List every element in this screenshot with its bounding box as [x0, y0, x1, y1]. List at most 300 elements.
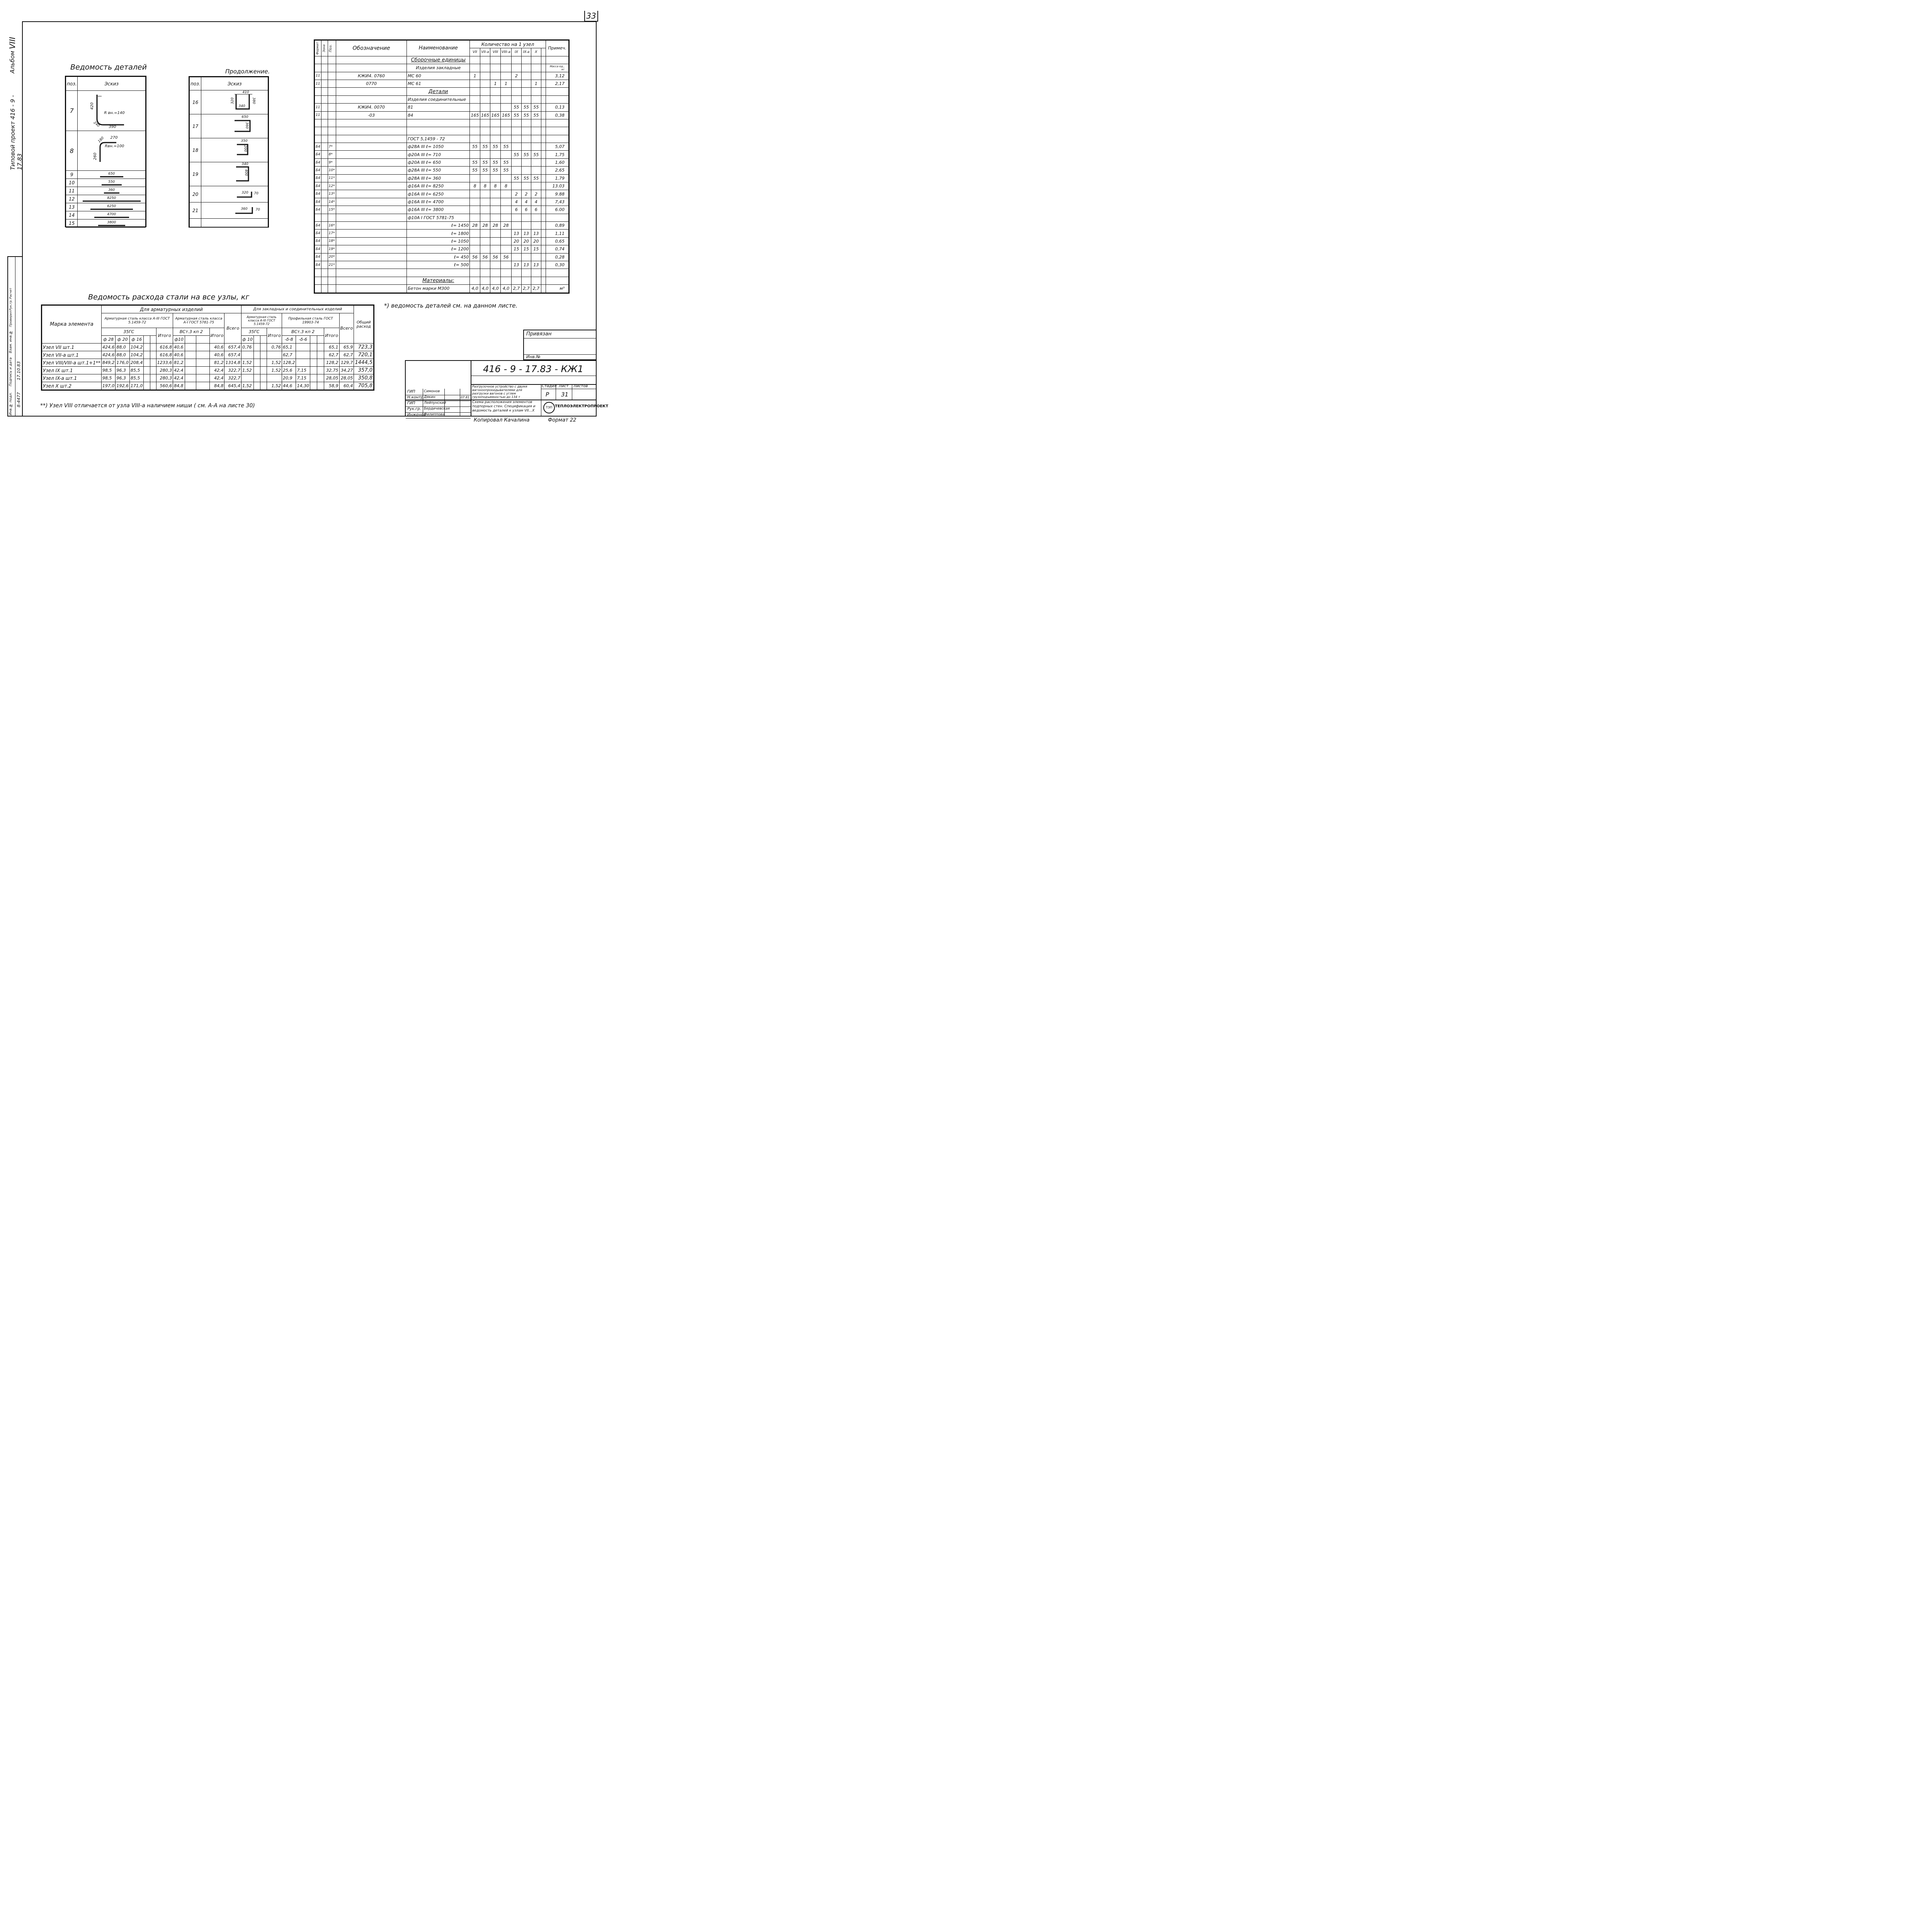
empty-cell	[541, 214, 546, 221]
empty-cell	[541, 174, 546, 182]
spec-row	[315, 261, 569, 269]
detail-pos: 7	[66, 91, 78, 131]
stamp-person-name: Филиппова	[424, 413, 445, 417]
org-logo-icon: ТЭП	[543, 402, 555, 413]
steel-value-cell	[185, 351, 196, 359]
steel-d10b: ф 10	[241, 336, 253, 344]
spec-designation-cell	[336, 143, 406, 151]
spec-qty-cell: 165	[470, 111, 480, 119]
stamp-person-name: Симонов	[424, 389, 440, 393]
stamp-role: Н.контр	[407, 395, 423, 400]
dim-label: 350	[241, 139, 248, 143]
steel-value-cell	[196, 374, 209, 382]
spec-row	[315, 104, 569, 111]
steel-value-cell	[196, 367, 209, 374]
spec-pos-cell	[328, 127, 336, 135]
spec-qty-cell	[521, 158, 531, 166]
dim-label: 360	[108, 188, 115, 192]
spec-qty-cell	[500, 72, 511, 80]
spec-qty-cell	[531, 64, 541, 72]
steel-value-cell: 20,9	[282, 374, 296, 382]
spec-node-header: IX	[512, 48, 521, 56]
steel-value-cell	[196, 359, 209, 367]
spec-qty-cell	[521, 221, 531, 229]
spec-qty-cell	[500, 127, 511, 135]
spec-qty-cell	[500, 230, 511, 237]
steel-row	[42, 359, 374, 367]
stamp-person-row	[406, 401, 471, 407]
copied-by: Копировал Качалина	[474, 417, 530, 423]
steel-value-cell	[150, 359, 156, 367]
spec-qty-cell: 165	[480, 111, 490, 119]
spec-qty-cell	[490, 151, 500, 158]
steel-value-cell	[253, 351, 260, 359]
spec-format-cell: Б4	[315, 237, 321, 245]
side-label: Рук.гр.	[9, 299, 12, 311]
spec-qty-cell	[531, 88, 541, 95]
detail-pos: 12	[66, 195, 78, 203]
desc-sheet: Схема расположения элементов подпорных стен. Спецификация и ведомость деталей к узлам VII...X	[472, 400, 536, 413]
spec-qty-cell	[470, 261, 480, 269]
steel-value-cell: 81,2	[209, 359, 224, 367]
steel-value-cell: 0,76	[241, 344, 253, 351]
spec-format-cell: Б4	[315, 174, 321, 182]
steel-value-cell: 62,7	[339, 351, 354, 359]
steel-value-cell: 1,52	[241, 359, 253, 367]
spec-qty-cell: 8	[490, 182, 500, 190]
dim-label: 550	[108, 180, 115, 184]
steel-value-cell	[260, 374, 267, 382]
spec-qty-cell: 1	[490, 80, 500, 87]
steel-value-cell: 176,0	[116, 359, 130, 367]
spec-note-cell: 0,13	[546, 104, 568, 111]
spec-qty-cell	[470, 135, 480, 143]
empty-cell	[541, 198, 546, 206]
spec-zone-cell	[321, 80, 328, 87]
dim-label: 410	[242, 90, 249, 94]
steel-value-cell: 723,3	[354, 344, 374, 351]
spec-qty-cell	[512, 158, 521, 166]
steel-d10a: ф10	[173, 336, 185, 344]
steel-value-cell: 104,2	[129, 344, 144, 351]
detail-sketch	[78, 131, 146, 171]
spec-qty-cell: 56	[470, 253, 480, 261]
spec-note-cell	[546, 119, 568, 127]
spec-pos-cell	[328, 269, 336, 277]
stamp-person-name: Лейпунский	[424, 401, 446, 405]
steel-value-cell	[196, 382, 209, 390]
spec-note: *) ведомость деталей см. на данном листе.	[384, 302, 518, 309]
dim-label: 360	[245, 122, 249, 129]
spec-zone-cell	[321, 64, 328, 72]
spec-table	[314, 39, 570, 294]
steel-value-cell	[310, 351, 317, 359]
spec-row	[315, 158, 569, 166]
steel-value-cell	[196, 351, 209, 359]
spec-qty-cell: 4,0	[500, 285, 511, 293]
spec-qty-cell	[480, 80, 490, 87]
spec-qty-cell	[500, 88, 511, 95]
steel-value-cell	[317, 344, 324, 351]
spec-zone-cell	[321, 119, 328, 127]
bar-line	[100, 176, 123, 177]
steel-value-cell: 42,4	[173, 367, 185, 374]
empty-cell	[541, 285, 546, 293]
dim-label: 4700	[107, 212, 116, 216]
spec-zone-cell	[321, 167, 328, 174]
spec-format-cell	[315, 95, 321, 103]
spec-qty-cell: 2,7	[512, 285, 521, 293]
empty-cell	[541, 48, 546, 56]
spec-row	[315, 64, 569, 72]
spec-qty-cell	[480, 277, 490, 284]
spec-name-cell: МС 61	[407, 80, 470, 87]
spec-designation-cell	[336, 95, 406, 103]
spec-note-cell: Масса ед., кг	[546, 64, 568, 72]
steel-itogo3: Итого	[267, 328, 282, 344]
spec-qty-cell: 28	[490, 221, 500, 229]
spec-row	[315, 111, 569, 119]
spec-zone-cell	[321, 95, 328, 103]
steel-value-cell: 192,6	[116, 382, 130, 390]
detail-pos: 21	[190, 202, 201, 219]
spec-designation-cell	[336, 221, 406, 229]
spec-name-cell	[407, 127, 470, 135]
spec-name-cell: ℓ= 1800	[407, 230, 470, 237]
empty-cell	[541, 135, 546, 143]
spec-qty-cell	[521, 167, 531, 174]
spec-row	[315, 135, 569, 143]
spec-designation-cell	[336, 261, 406, 269]
spec-qty-cell	[470, 88, 480, 95]
spec-note-cell: 1,79	[546, 174, 568, 182]
spec-row	[315, 174, 569, 182]
steel-value-cell: 40,6	[209, 344, 224, 351]
spec-qty-cell	[531, 119, 541, 127]
spec-qty-cell	[512, 80, 521, 87]
steel-value-cell	[296, 359, 310, 367]
empty-cell	[190, 219, 201, 227]
spec-qty-cell	[470, 206, 480, 214]
spec-qty-cell: 56	[490, 253, 500, 261]
spec-pos-cell	[328, 72, 336, 80]
dim-label: 6250	[107, 204, 116, 208]
spec-qty-cell: 15	[521, 245, 531, 253]
spec-designation-cell	[336, 167, 406, 174]
spec-note-cell: 0,89	[546, 221, 568, 229]
spec-pos-cell	[328, 80, 336, 87]
empty-cell	[541, 119, 546, 127]
spec-qty-cell	[470, 64, 480, 72]
spec-designation-cell	[336, 277, 406, 284]
spec-name-cell: 81	[407, 104, 470, 111]
dim-label: 380	[252, 97, 256, 104]
spec-format-cell	[315, 64, 321, 72]
steel-value-cell: 1,52	[267, 382, 282, 390]
steel-itogo4: Итого	[324, 328, 339, 344]
spec-designation-cell	[336, 269, 406, 277]
steel-value-cell	[310, 374, 317, 382]
spec-name-cell: ф20А III ℓ= 710	[407, 151, 470, 158]
spec-pos-cell	[328, 88, 336, 95]
detail-sketch	[78, 211, 146, 219]
spec-designation-cell	[336, 127, 406, 135]
stamp-person-row	[406, 407, 471, 413]
steel-value-cell: 560,6	[156, 382, 173, 390]
stamp-people	[406, 389, 471, 418]
spec-qty-cell	[521, 135, 531, 143]
detail-pos: 10	[66, 179, 78, 187]
spec-zone-cell	[321, 214, 328, 221]
spec-note-cell: 1,11	[546, 230, 568, 237]
spec-name-cell: ℓ= 500	[407, 261, 470, 269]
spec-qty-cell: 4	[521, 198, 531, 206]
stamp-person-name: Дякин	[424, 395, 435, 399]
steel-value-cell	[317, 382, 324, 390]
spec-name-cell: Сборочные единицы	[407, 56, 470, 64]
spec-qty-cell	[470, 56, 480, 64]
spec-qty-cell: 8	[500, 182, 511, 190]
steel-value-cell	[185, 344, 196, 351]
spec-designation-cell	[336, 206, 406, 214]
spec-qty-cell	[521, 119, 531, 127]
spec-qty-cell	[512, 277, 521, 284]
spec-row	[315, 182, 569, 190]
empty-cell	[541, 221, 546, 229]
steel-value-cell	[317, 374, 324, 382]
album-number: VIII	[8, 37, 17, 49]
sketch-18	[201, 138, 268, 162]
spec-qty-cell: 55	[531, 174, 541, 182]
spec-qty-cell: 15	[531, 245, 541, 253]
steel-value-cell: 322,7	[224, 374, 242, 382]
spec-qty-cell: 8	[470, 182, 480, 190]
steel-value-cell: 208,4	[129, 359, 144, 367]
spec-qty-cell: 55	[512, 104, 521, 111]
details-pos-header: поз.	[190, 77, 201, 90]
detail-sketch	[78, 219, 146, 228]
steel-row-name: Узел IX шт.1	[42, 367, 102, 374]
steel-value-cell	[144, 367, 150, 374]
spec-qty-cell: 8	[480, 182, 490, 190]
spec-row	[315, 237, 569, 245]
spec-qty-cell	[480, 88, 490, 95]
spec-format-cell: Б4	[315, 198, 321, 206]
spec-pos-cell: 10*	[328, 167, 336, 174]
sketch-19	[201, 162, 268, 186]
empty-cell	[310, 336, 317, 344]
spec-name-cell: Детали	[407, 88, 470, 95]
spec-designation-cell	[336, 119, 406, 127]
detail-pos: 19	[190, 162, 201, 186]
spec-zone-cell	[321, 261, 328, 269]
spec-row	[315, 72, 569, 80]
spec-note-cell	[546, 95, 568, 103]
spec-qty-cell: 4,0	[480, 285, 490, 293]
spec-note-cell: 13.03	[546, 182, 568, 190]
empty-cell	[541, 230, 546, 237]
steel-value-cell: 65,1	[324, 344, 339, 351]
dim-label: 70	[255, 208, 260, 212]
steel-row	[42, 374, 374, 382]
spec-qty-cell: 55	[521, 104, 531, 111]
spec-note-cell	[546, 127, 568, 135]
spec-qty-cell	[500, 119, 511, 127]
spec-pos-cell: 9*	[328, 158, 336, 166]
spec-qty-cell	[480, 198, 490, 206]
spec-qty-cell: 2	[512, 190, 521, 198]
spec-note-cell: 0,65	[546, 237, 568, 245]
spec-note-cell: 7,43	[546, 198, 568, 206]
project-code: 416 - 9 - 17.83 - КЖ1	[483, 364, 583, 374]
steel-row-name: Узел IX-а шт.1	[42, 374, 102, 382]
spec-qty-cell	[531, 182, 541, 190]
spec-format-cell: Б4	[315, 253, 321, 261]
detail-pos: 11	[66, 187, 78, 195]
spec-designation-cell	[336, 285, 406, 293]
privyazan-label: Привязан	[526, 331, 552, 337]
stage-value: Р	[546, 391, 549, 398]
spec-note-cell	[546, 214, 568, 221]
spec-qty-cell	[521, 253, 531, 261]
spec-qty-cell: 55	[521, 151, 531, 158]
bar-line	[102, 184, 122, 185]
spec-note-cell	[546, 56, 568, 64]
spec-qty-cell: 55	[470, 143, 480, 151]
dim-label: 200	[243, 145, 247, 152]
spec-qty-cell: 56	[500, 253, 511, 261]
spec-format-cell: Б4	[315, 190, 321, 198]
spec-qty-cell	[500, 56, 511, 64]
spec-row	[315, 198, 569, 206]
steel-value-cell	[185, 367, 196, 374]
spec-qty-cell	[512, 253, 521, 261]
spec-name-cell: МС 60	[407, 72, 470, 80]
spec-row	[315, 95, 569, 103]
spec-designation-cell	[336, 158, 406, 166]
dim-label: 340	[242, 162, 248, 166]
privyazan-box	[523, 330, 597, 360]
spec-name-header: Наименование	[407, 41, 470, 56]
steel-value-cell: 197,0	[101, 382, 116, 390]
steel-t8: -δ-8	[282, 336, 296, 344]
spec-qty-cell: 55	[480, 167, 490, 174]
spec-name-cell: ГОСТ 5,1459 - 72	[407, 135, 470, 143]
detail-pos: 14	[66, 211, 78, 219]
dim-label: 400	[244, 169, 248, 176]
detail-pos: 16	[190, 90, 201, 114]
empty-cell	[185, 336, 196, 344]
steel-value-cell	[150, 367, 156, 374]
steel-value-cell	[150, 351, 156, 359]
empty-cell	[201, 219, 268, 227]
spec-note-cell: 0,38	[546, 111, 568, 119]
detail-sketch	[78, 171, 146, 179]
empty-cell	[253, 336, 260, 344]
spec-designation-cell	[336, 237, 406, 245]
spec-qty-cell	[490, 56, 500, 64]
spec-qty-cell	[490, 237, 500, 245]
spec-format-cell: 11	[315, 104, 321, 111]
empty-cell	[541, 158, 546, 166]
spec-name-cell: ℓ= 1200	[407, 245, 470, 253]
dim-label: 340	[238, 104, 245, 108]
spec-qty-cell: 2,7	[521, 285, 531, 293]
spec-qty-cell	[470, 214, 480, 221]
sheet-value: 31	[561, 391, 569, 398]
spec-qty-cell	[531, 221, 541, 229]
spec-zone-cell	[321, 88, 328, 95]
detail-sketch	[78, 195, 146, 203]
steel-value-cell: 58,9	[324, 382, 339, 390]
steel-value-cell: 65,1	[282, 344, 296, 351]
steel-value-cell: 88,0	[116, 344, 130, 351]
steel-emb-a3-header: Арматурная сталь класса А-III ГОСТ 5.1459-72	[241, 313, 282, 328]
spec-pos-cell: 18*	[328, 237, 336, 245]
steel-value-cell	[260, 367, 267, 374]
steel-value-cell: 424,6	[101, 351, 116, 359]
empty-cell	[541, 237, 546, 245]
spec-qty-cell	[521, 95, 531, 103]
spec-note-cell	[546, 135, 568, 143]
spec-qty-cell	[470, 198, 480, 206]
spec-qty-cell: 55	[521, 174, 531, 182]
spec-row	[315, 269, 569, 277]
spec-note-cell: 0,74	[546, 245, 568, 253]
steel-value-cell	[253, 382, 260, 390]
spec-row	[315, 80, 569, 87]
spec-qty-cell: 55	[512, 151, 521, 158]
steel-value-cell: 14,30	[296, 382, 310, 390]
spec-zone-cell	[321, 56, 328, 64]
side-stamp	[7, 256, 22, 417]
steel-value-cell	[310, 382, 317, 390]
spec-row	[315, 285, 569, 293]
steel-row-name: Узел VII-а шт.1	[42, 351, 102, 359]
spec-designation-cell: -03	[336, 111, 406, 119]
spec-qty-cell: 2	[521, 190, 531, 198]
spec-designation-cell	[336, 88, 406, 95]
spec-note-cell: 0,30	[546, 261, 568, 269]
steel-value-cell	[317, 359, 324, 367]
spec-zone-cell	[321, 182, 328, 190]
spec-pos-cell: 13*	[328, 190, 336, 198]
spec-qty-cell	[531, 158, 541, 166]
spec-name-cell: ℓ= 1450	[407, 221, 470, 229]
spec-body	[315, 56, 569, 293]
spec-qty-cell	[512, 64, 521, 72]
spec-designation-cell: КЖИ4. 0760	[336, 72, 406, 80]
steel-value-cell	[260, 359, 267, 367]
steel-value-cell	[267, 374, 282, 382]
detail-sketch	[78, 203, 146, 211]
steel-value-cell: 1233,6	[156, 359, 173, 367]
spec-zone-cell	[321, 285, 328, 293]
spec-node-header: VII-a	[480, 48, 490, 56]
spec-qty-cell	[531, 127, 541, 135]
spec-qty-cell	[470, 104, 480, 111]
spec-format-cell: 11	[315, 80, 321, 87]
steel-value-cell: 357,0	[354, 367, 374, 374]
spec-note-cell: 1,75	[546, 151, 568, 158]
spec-format-cell: Б4	[315, 261, 321, 269]
spec-qty-cell: 1	[500, 80, 511, 87]
spec-qty-cell	[521, 80, 531, 87]
spec-note-cell	[546, 277, 568, 284]
spec-format-cell	[315, 269, 321, 277]
spec-qty-cell	[490, 127, 500, 135]
details-cont-title: Продолжение.	[225, 68, 270, 75]
